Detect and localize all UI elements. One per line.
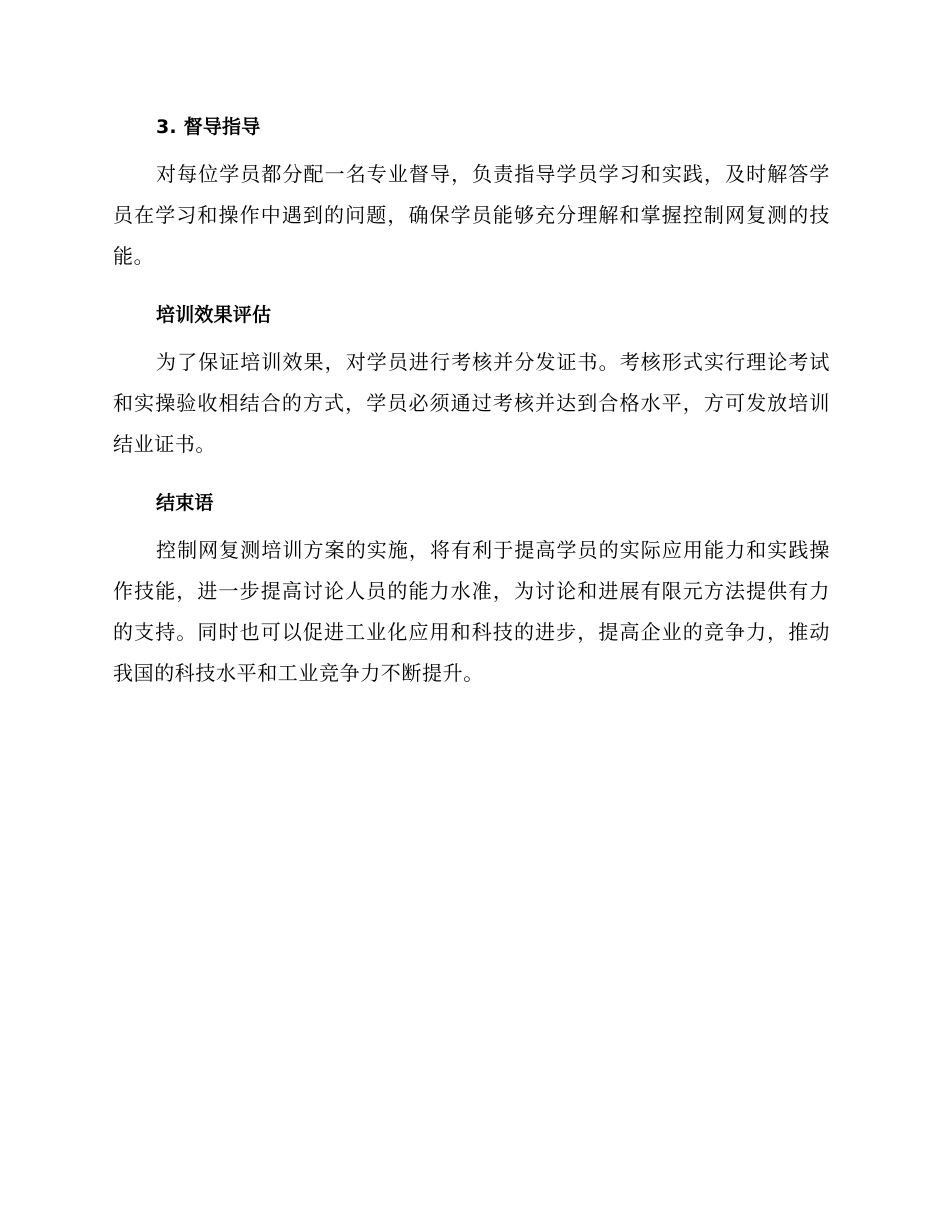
section-heading-supervision: 3. 督导指导	[156, 116, 261, 138]
section-heading-evaluation: 培训效果评估	[156, 304, 272, 326]
section-paragraph-evaluation: 为了保证培训效果，对学员进行考核并分发证书。考核形式实行理论考试和实操验收相结合的方式，学员必须通过考核并达到合格水平，方可发放培训结业证书。	[113, 350, 830, 456]
section-paragraph-conclusion: 控制网复测培训方案的实施，将有利于提高学员的实际应用能力和实践操作技能，进一步提高讨论人员的能力水准，为讨论和进展有限元方法提供有力的支持。同时也可以促进工业化应用和科技的进步，提高企业的竞争力，推动我国的科技水平和工业竞争力不断提升。	[113, 538, 830, 685]
section-heading-conclusion: 结束语	[156, 492, 214, 514]
section-paragraph-supervision: 对每位学员都分配一名专业督导，负责指导学员学习和实践，及时解答学员在学习和操作中遇到的问题，确保学员能够充分理解和掌握控制网复测的技能。	[113, 162, 830, 268]
